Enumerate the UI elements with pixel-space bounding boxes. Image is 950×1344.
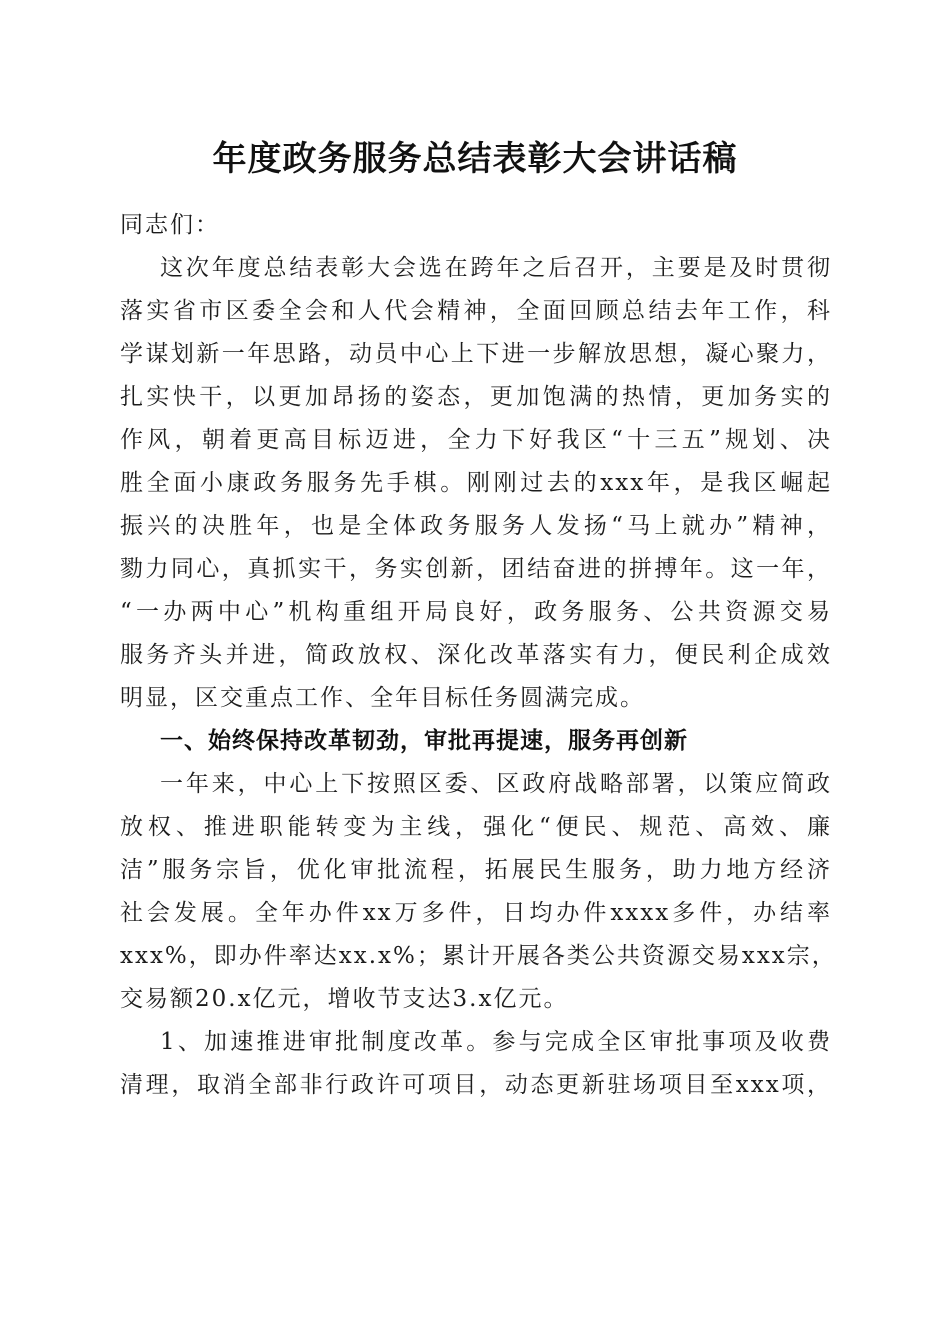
paragraph-line: 一年来，中心上下按照区委、区政府战略部署，以策应简政	[160, 771, 832, 797]
paragraph-line: 作风，朝着更高目标迈进，全力下好我区“十三五”规划、决	[120, 427, 832, 453]
paragraph-line: 清理，取消全部非行政许可项目，动态更新驻场项目至xxx项，	[120, 1072, 832, 1098]
paragraph-line: 交易额20.x亿元，增收节支达3.x亿元。	[120, 986, 569, 1012]
salutation: 同志们：	[120, 212, 220, 238]
paragraph-line: 落实省市区委全会和人代会精神，全面回顾总结去年工作，科	[120, 298, 832, 324]
section-heading: 一、始终保持改革韧劲，审批再提速，服务再创新	[160, 728, 688, 754]
paragraph-line: “一办两中心”机构重组开局良好，政务服务、公共资源交易	[120, 599, 832, 625]
document-body	[120, 204, 837, 1107]
paragraph-item-one	[120, 1021, 832, 1107]
paragraph-line: 社会发展。全年办件xx万多件，日均办件xxxx多件，办结率	[120, 900, 832, 926]
paragraph-line: 洁”服务宗旨，优化审批流程，拓展民生服务，助力地方经济	[120, 857, 832, 883]
paragraph-line: 勠力同心，真抓实干，务实创新，团结奋进的拼搏年。这一年，	[120, 556, 832, 582]
paragraph-line: 放权、推进职能转变为主线，强化“便民、规范、高效、廉	[120, 814, 832, 840]
paragraph-section-one	[120, 763, 837, 1021]
paragraph-opening	[120, 247, 832, 720]
paragraph-line: 这次年度总结表彰大会选在跨年之后召开，主要是及时贯彻	[160, 255, 832, 281]
paragraph-line: 明显，区交重点工作、全年目标任务圆满完成。	[120, 685, 645, 711]
paragraph-line: 振兴的决胜年，也是全体政务服务人发扬“马上就办”精神，	[120, 513, 832, 539]
document-title: 年度政务服务总结表彰大会讲话稿	[212, 139, 738, 179]
paragraph-line: 1、加速推进审批制度改革。参与完成全区审批事项及收费	[160, 1029, 832, 1055]
paragraph-line: 扎实快干，以更加昂扬的姿态，更加饱满的热情，更加务实的	[120, 384, 832, 410]
paragraph-line: 学谋划新一年思路，动员中心上下进一步解放思想，凝心聚力，	[120, 341, 832, 367]
paragraph-line: xxx%，即办件率达xx.x%；累计开展各类公共资源交易xxx宗，	[120, 943, 837, 969]
paragraph-line: 服务齐头并进，简政放权、深化改革落实有力，便民利企成效	[120, 642, 832, 668]
paragraph-line: 胜全面小康政务服务先手棋。刚刚过去的xxx年，是我区崛起	[120, 470, 832, 496]
